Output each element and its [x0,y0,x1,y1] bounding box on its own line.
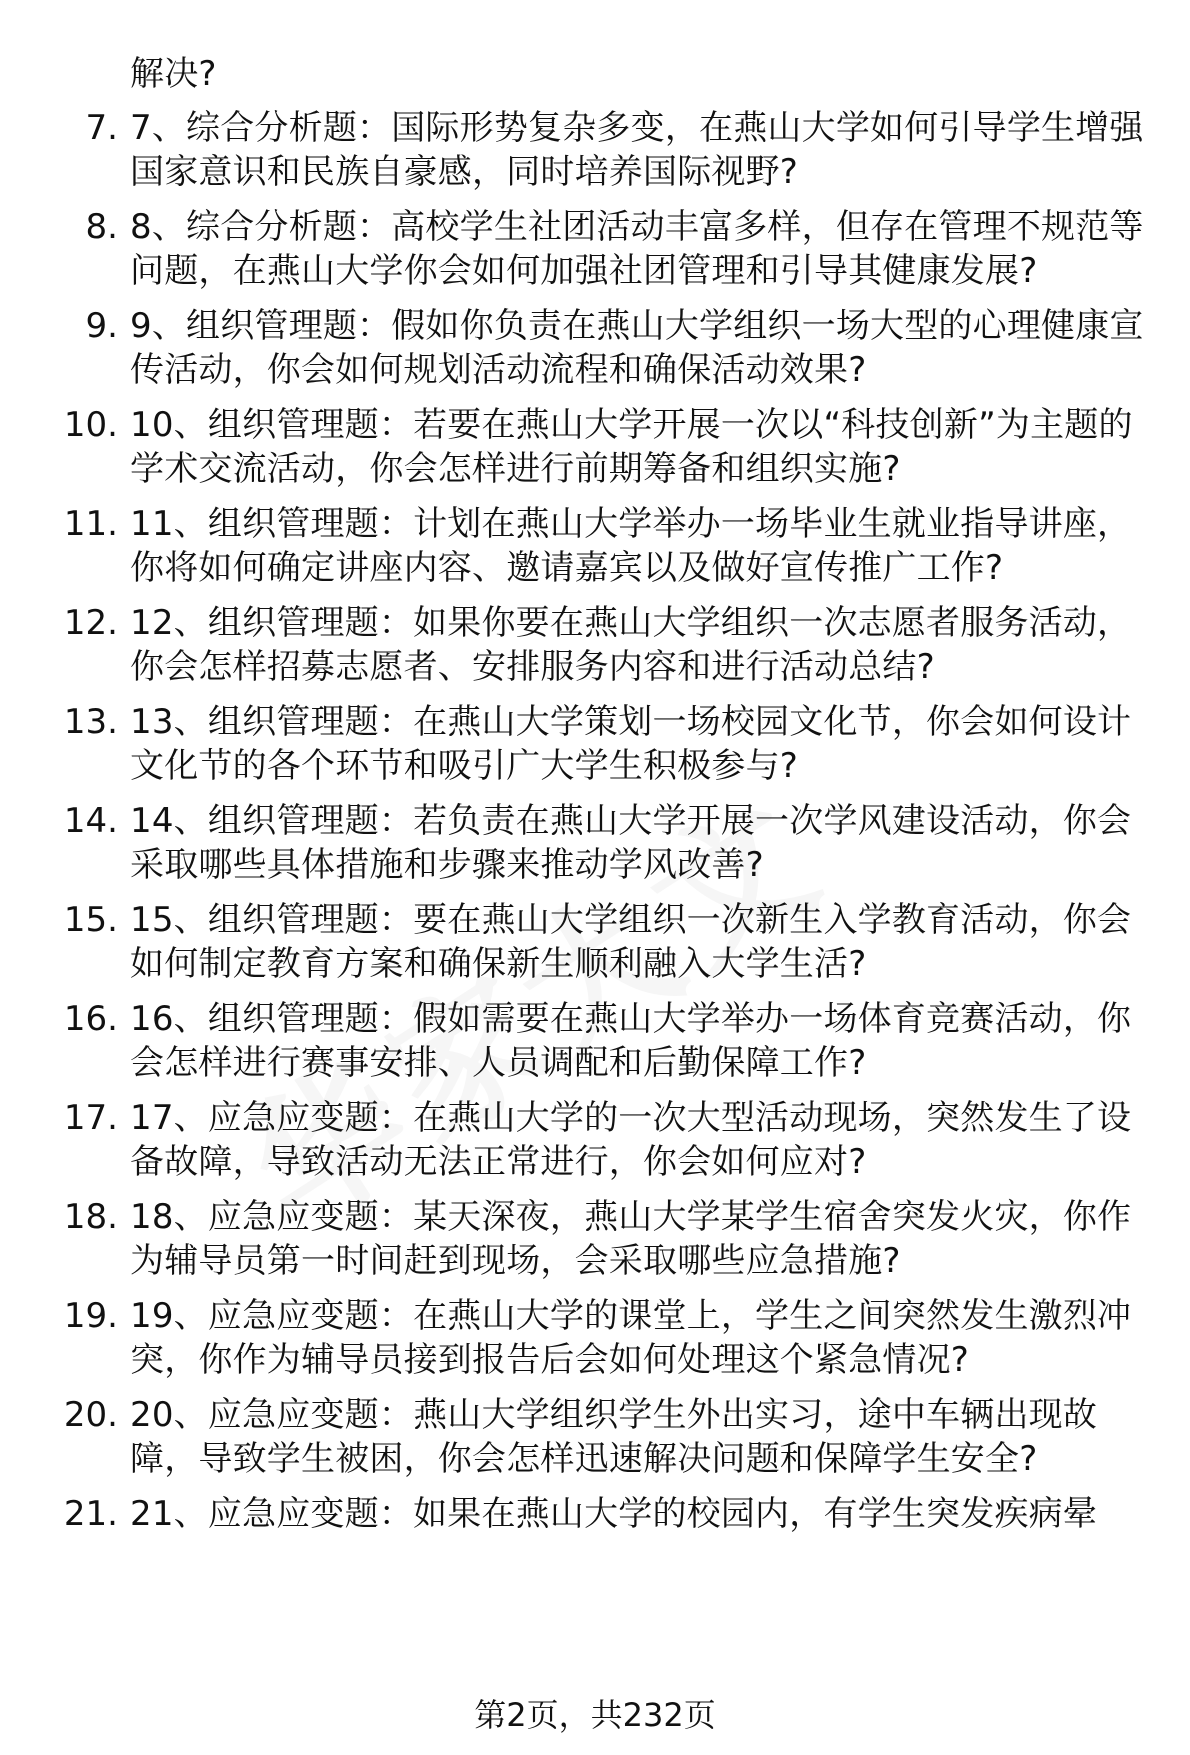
item-number: 14. [63,801,118,841]
item-text: 16、组织管理题：假如需要在燕山大学举办一场体育竞赛活动，你会怎样进行赛事安排、人员调配和后勤保障工作? [130,999,1132,1083]
item-number: 19. [63,1296,118,1336]
item-text: 14、组织管理题：若负责在燕山大学开展一次学风建设活动，你会采取哪些具体措施和步骤来推动学风改善? [130,801,1132,885]
item-text: 18、应急应变题：某天深夜，燕山大学某学生宿舍突发火灾，你作为辅导员第一时间赶到现场，会采取哪些应急措施? [130,1197,1132,1281]
list-item [0,799,1190,887]
continuation-text: 解决? [130,54,217,94]
item-number: 9. [85,306,118,346]
item-number: 7. [85,108,118,148]
list-item [0,502,1190,590]
item-text: 8、综合分析题：高校学生社团活动丰富多样，但存在管理不规范等问题，在燕山大学你会如何加强社团管理和引导其健康发展? [130,207,1144,291]
item-text: 12、组织管理题：如果你要在燕山大学组织一次志愿者服务活动，你会怎样招募志愿者、安排服务内容和进行活动总结? [130,603,1132,687]
list-item [0,304,1190,392]
item-number: 15. [63,900,118,940]
item-number: 18. [63,1197,118,1237]
item-number: 11. [63,504,118,544]
item-text: 15、组织管理题：要在燕山大学组织一次新生入学教育活动，你会如何制定教育方案和确保新生顺利融入大学生活? [130,900,1132,984]
item-number: 12. [63,603,118,643]
list-item [0,1096,1190,1184]
item-text: 11、组织管理题：计划在燕山大学举办一场毕业生就业指导讲座，你将如何确定讲座内容、邀请嘉宾以及做好宣传推广工作? [130,504,1132,588]
list-item-continuation [0,52,1190,96]
item-number: 13. [63,702,118,742]
item-text: 10、组织管理题：若要在燕山大学开展一次以“科技创新”为主题的学术交流活动，你会怎样进行前期筹备和组织实施? [130,405,1133,489]
list-item [0,106,1190,194]
item-text: 19、应急应变题：在燕山大学的课堂上，学生之间突然发生激烈冲突，你作为辅导员接到报告后会如何处理这个紧急情况? [130,1296,1132,1380]
list-item [0,601,1190,689]
list-item [0,700,1190,788]
item-text: 17、应急应变题：在燕山大学的一次大型活动现场，突然发生了设备故障，导致活动无法正常进行，你会如何应对? [130,1098,1132,1182]
page-footer: 第2页，共232页 [474,1696,716,1734]
list-item [0,1492,1190,1536]
item-text: 7、综合分析题：国际形势复杂多变，在燕山大学如何引导学生增强国家意识和民族自豪感，同时培养国际视野? [130,108,1144,192]
item-number: 17. [63,1098,118,1138]
item-number: 8. [85,207,118,247]
list-item [0,205,1190,293]
list-item [0,997,1190,1085]
item-text: 20、应急应变题：燕山大学组织学生外出实习，途中车辆出现故障，导致学生被困，你会怎样迅速解决问题和保障学生安全? [130,1395,1098,1479]
item-number: 21. [63,1494,118,1534]
item-number: 10. [63,405,118,445]
list-item [0,403,1190,491]
item-number: 20. [63,1395,118,1435]
list-item [0,1393,1190,1481]
list-item [0,898,1190,986]
list-item [0,1294,1190,1382]
list-item [0,1195,1190,1283]
question-list [0,52,1190,1536]
item-text: 21、应急应变题：如果在燕山大学的校园内，有学生突发疾病晕 [130,1494,1098,1534]
item-text: 9、组织管理题：假如你负责在燕山大学组织一场大型的心理健康宣传活动，你会如何规划活动流程和确保活动效果? [130,306,1144,390]
item-number: 16. [63,999,118,1039]
item-text: 13、组织管理题：在燕山大学策划一场校园文化节，你会如何设计文化节的各个环节和吸引广大学生积极参与? [130,702,1132,786]
